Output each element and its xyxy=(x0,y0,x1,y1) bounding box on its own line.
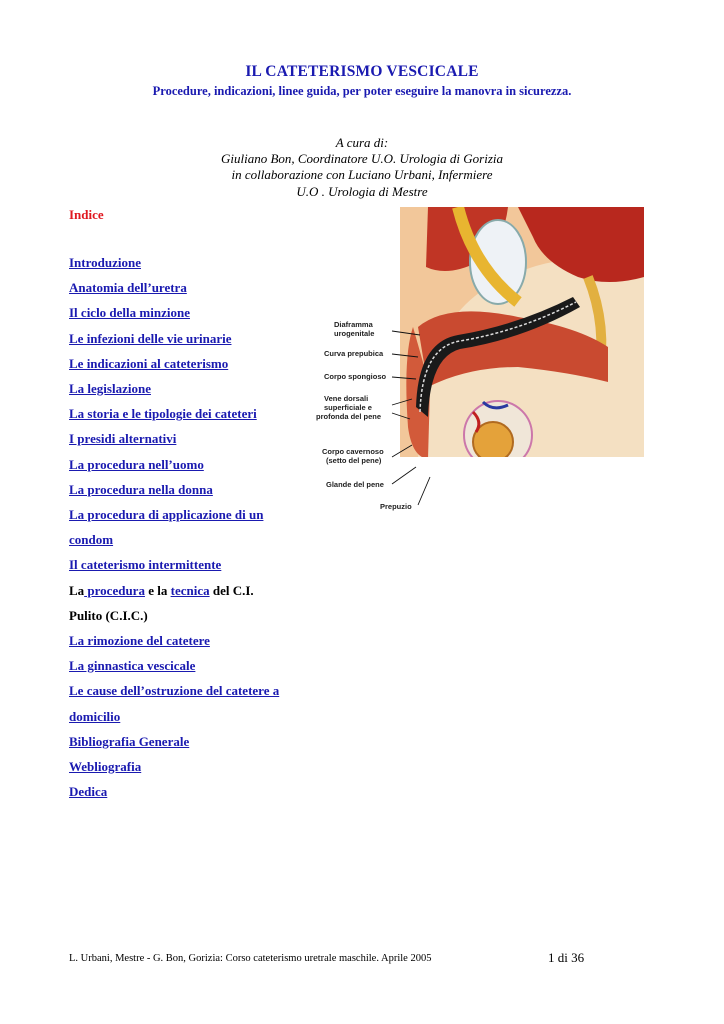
toc-link-ostruzione[interactable]: Le cause dell’ostruzione del catetere a xyxy=(69,683,280,699)
label-glande: Glande del pene xyxy=(326,480,384,489)
toc-link-procedura-donna[interactable]: La procedura nella donna xyxy=(69,481,213,497)
label-curva: Curva prepubica xyxy=(324,349,384,358)
label-prepuzio: Prepuzio xyxy=(380,502,412,511)
label-cavernoso: (setto del pene) xyxy=(326,456,382,465)
toc-link-infezioni[interactable]: Le infezioni delle vie urinarie xyxy=(69,330,232,346)
toc-text-cic-and: e la xyxy=(144,582,171,598)
document-title: IL CATETERISMO VESCICALE xyxy=(245,63,479,80)
toc-link-bibliografia[interactable]: Bibliografia Generale xyxy=(69,733,190,749)
label-vene: profonda del pene xyxy=(316,412,382,421)
toc-text-cic-line2: Pulito (C.I.C.) xyxy=(69,607,148,623)
credits-block xyxy=(0,135,724,200)
page-footer: L. Urbani, Mestre - G. Bon, Gorizia: Corso cateterismo uretrale maschile. Aprile 2005 xyxy=(69,953,432,964)
toc-link-rimozione[interactable]: La rimozione del catetere xyxy=(69,633,210,649)
credits-line: Giuliano Bon, Coordinatore U.O. Urologia di Gorizia xyxy=(220,151,504,167)
toc-text-cic-prefix: La xyxy=(69,582,85,598)
label-vene: Vene dorsali xyxy=(324,394,369,403)
credits-line: in collaborazione con Luciano Urbani, Infermiere xyxy=(231,167,493,183)
toc-text-cic-suffix: del C.I. xyxy=(209,582,254,598)
label-cavernoso: Corpo cavernoso xyxy=(322,447,384,456)
label-diaframma: Diaframma xyxy=(334,320,373,329)
toc-link-legislazione[interactable]: La legislazione xyxy=(69,381,151,397)
toc-link-introduzione[interactable]: Introduzione xyxy=(69,255,141,270)
toc-link-procedura-uomo[interactable]: La procedura nell’uomo xyxy=(69,456,204,472)
toc-link-anatomia[interactable]: Anatomia dell’uretra xyxy=(69,280,187,296)
table-of-contents xyxy=(69,250,319,804)
label-diaframma: urogenitale xyxy=(334,329,375,338)
toc-link-ginnastica[interactable]: La ginnastica vescicale xyxy=(69,658,196,674)
toc-link-storia-cateteri[interactable]: La storia e le tipologie dei cateteri xyxy=(69,406,257,422)
toc-link-indicazioni[interactable]: Le indicazioni al cateterismo xyxy=(69,355,229,371)
toc-link-ciclo-minzione[interactable]: Il ciclo della minzione xyxy=(69,305,190,321)
toc-link-webliografia[interactable]: Webliografia xyxy=(69,759,142,775)
toc-link-cic-procedura[interactable]: procedura xyxy=(84,582,145,598)
toc-link-presidi[interactable]: I presidi alternativi xyxy=(69,431,177,447)
toc-link-dedica[interactable]: Dedica xyxy=(69,784,108,800)
toc-link-condom[interactable]: La procedura di applicazione di un xyxy=(69,507,264,523)
credits-line: U.O . Urologia di Mestre xyxy=(296,183,428,199)
toc-link-ostruzione-cont[interactable]: domicilio xyxy=(69,708,121,724)
toc-link-cic-tecnica[interactable]: tecnica xyxy=(170,582,210,598)
toc-link-condom-cont[interactable]: condom xyxy=(69,532,114,548)
credits-line: A cura di: xyxy=(335,135,389,150)
anatomy-illustration xyxy=(308,207,644,519)
label-vene: superficiale e xyxy=(324,403,372,412)
label-corpo-spongioso: Corpo spongioso xyxy=(324,372,387,381)
index-heading: Indice xyxy=(69,207,104,222)
page-number: 1 di 36 xyxy=(548,950,585,965)
document-subtitle: Procedure, indicazioni, linee guida, per poter eseguire la manovra in sicurezza. xyxy=(152,84,572,98)
toc-link-intermittente[interactable]: Il cateterismo intermittente xyxy=(69,557,222,573)
